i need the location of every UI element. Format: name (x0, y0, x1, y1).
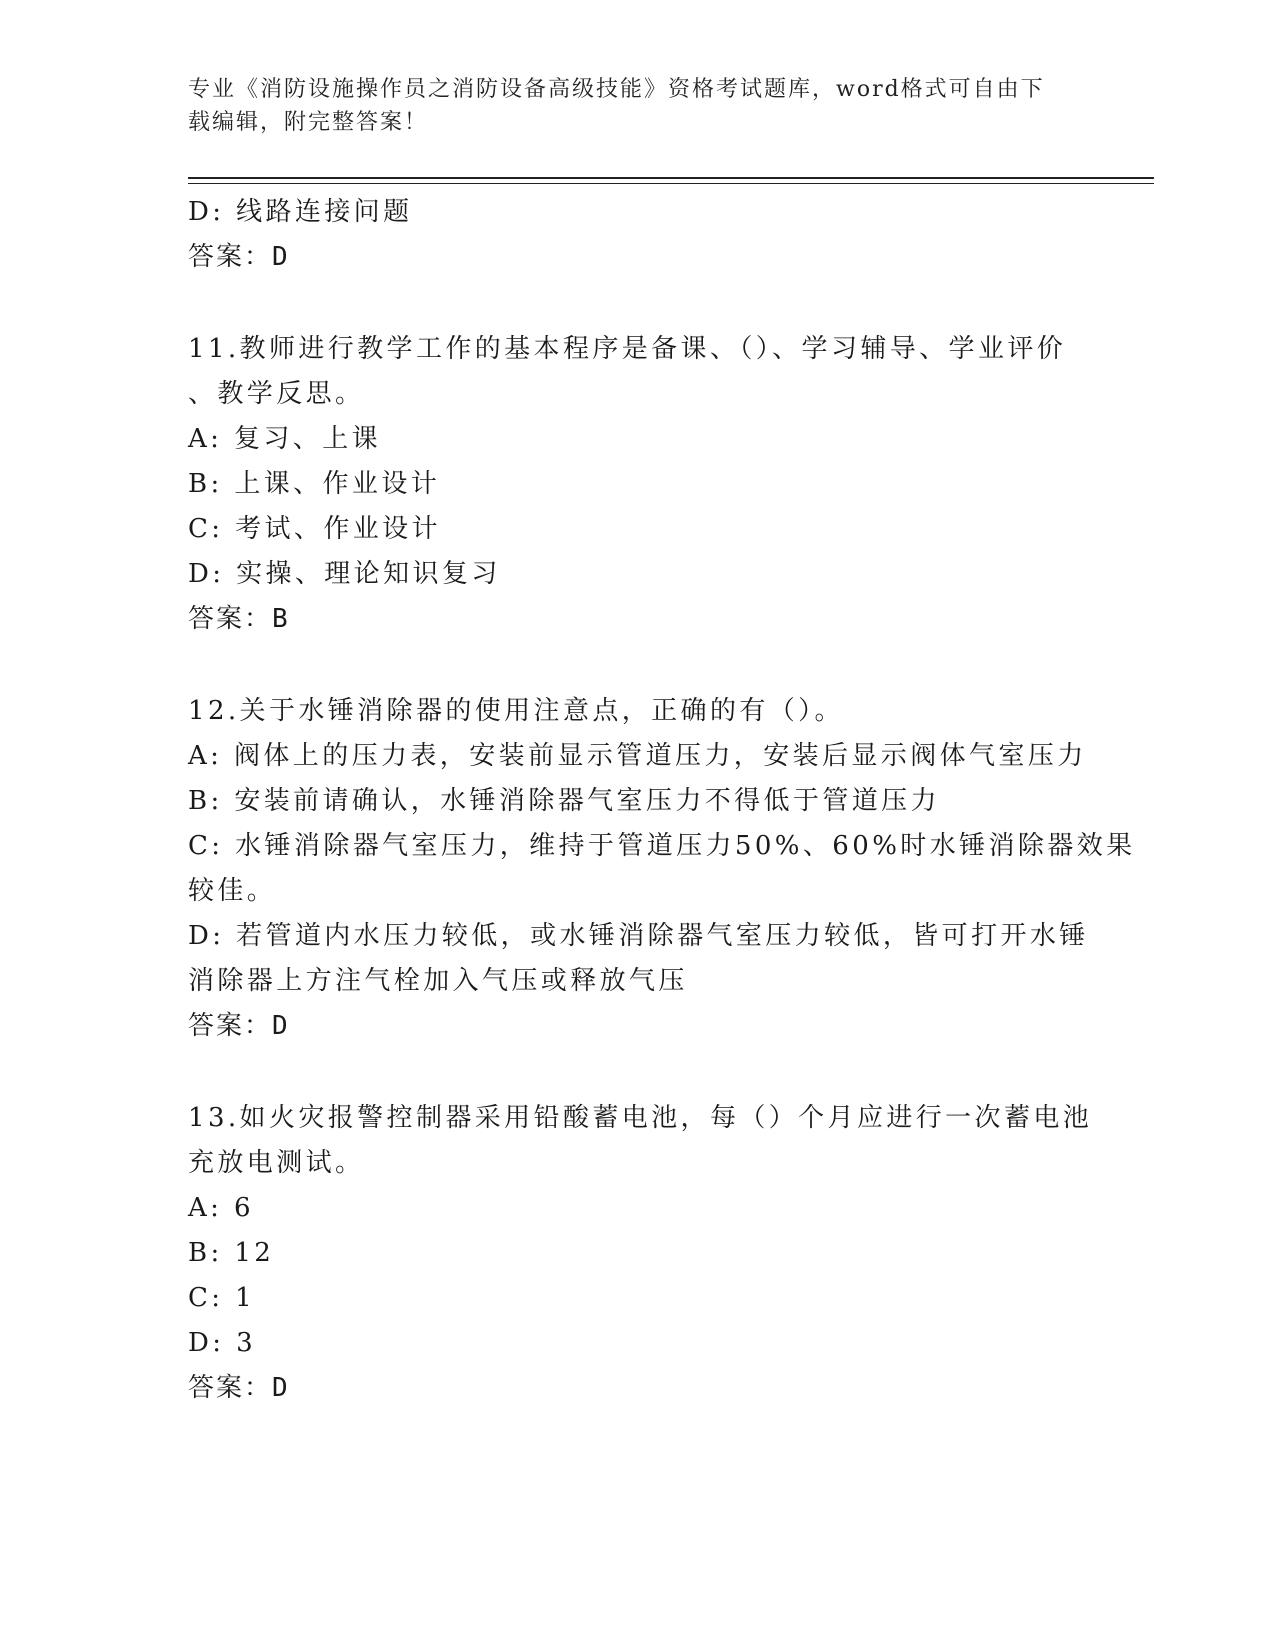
q11-option-a: A: 复习、上课 (188, 424, 382, 454)
q13-option-d: D: 3 (188, 1328, 257, 1358)
q12-option-d-line-2: 消除器上方注气栓加入气压或释放气压 (188, 966, 688, 996)
header-divider-thin (188, 183, 1154, 184)
q12-option-b: B: 安装前请确认，水锤消除器气室压力不得低于管道压力 (188, 786, 940, 816)
header-divider-thick (188, 177, 1154, 179)
prev-answer: 答案：D (188, 242, 290, 272)
q11-option-c: C: 考试、作业设计 (188, 514, 441, 544)
q11-stem-line-2: 、教学反思。 (188, 379, 365, 409)
q12-option-d-line-1: D: 若管道内水压力较低，或水锤消除器气室压力较低，皆可打开水锤 (188, 921, 1089, 951)
q12-option-a: A: 阀体上的压力表，安装前显示管道压力，安装后显示阀体气室压力 (188, 741, 1087, 771)
q11-option-d: D: 实操、理论知识复习 (188, 559, 501, 589)
question-content (188, 190, 1136, 1411)
q11-stem-line-1: 11.教师进行教学工作的基本程序是备课、（）、学习辅导、学业评价 (188, 334, 1067, 364)
header-text-line-1: 专业《消防设施操作员之消防设备高级技能》资格考试题库，word格式可自由下 (188, 77, 1045, 102)
header-text-line-2: 载编辑，附完整答案！ (188, 110, 429, 135)
q11-answer: 答案：B (188, 604, 290, 634)
q13-option-b: B: 12 (188, 1238, 275, 1268)
q13-option-a: A: 6 (188, 1193, 254, 1223)
q13-stem-line-2: 充放电测试。 (188, 1148, 365, 1178)
q11-option-b: B: 上课、作业设计 (188, 469, 441, 499)
q12-option-c-line-1: C: 水锤消除器气室压力，维持于管道压力50%、60%时水锤消除器效果 (188, 831, 1136, 861)
q12-option-c-line-2: 较佳。 (188, 876, 277, 906)
prev-option-d: D: 线路连接问题 (188, 197, 413, 227)
q12-answer: 答案：D (188, 1011, 290, 1041)
q13-answer: 答案：D (188, 1373, 290, 1403)
q12-stem: 12.关于水锤消除器的使用注意点，正确的有（）。 (188, 696, 844, 726)
q13-option-c: C: 1 (188, 1283, 256, 1313)
q13-stem-line-1: 13.如火灾报警控制器采用铅酸蓄电池，每（）个月应进行一次蓄电池 (188, 1103, 1093, 1133)
